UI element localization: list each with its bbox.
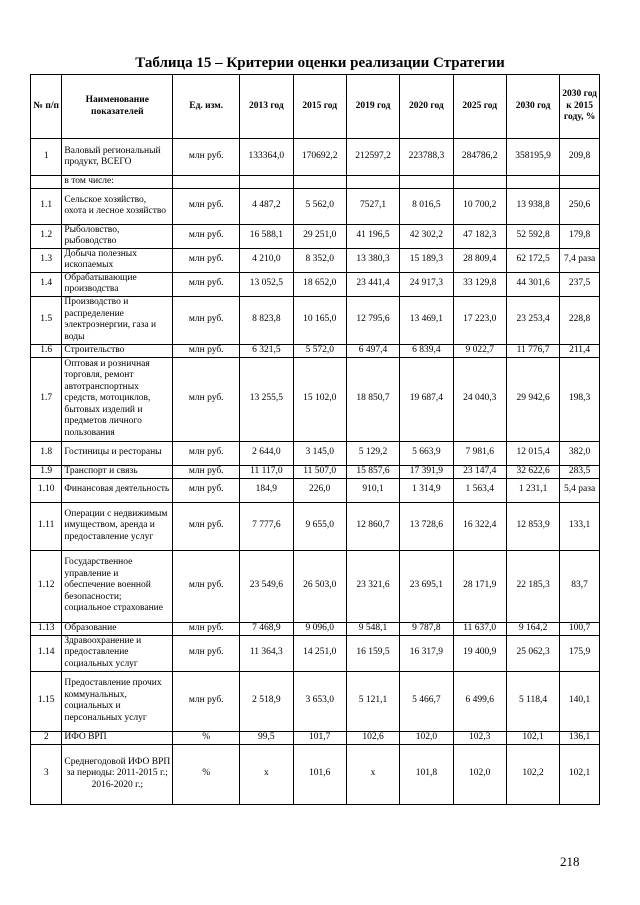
row-ratio: 228,8 bbox=[560, 296, 600, 344]
row-unit: % bbox=[173, 731, 240, 744]
row-ratio bbox=[560, 176, 600, 189]
row-value-2015: 3 145,0 bbox=[293, 441, 346, 465]
row-value-2025: 16 322,4 bbox=[453, 502, 506, 550]
row-value-2019: 23 441,4 bbox=[346, 272, 399, 296]
row-name: Добыча полезных ископаемых bbox=[62, 248, 173, 272]
row-value-2030: 1 231,1 bbox=[506, 478, 559, 502]
row-value-2013: 13 255,5 bbox=[240, 357, 293, 441]
page-number: 218 bbox=[560, 854, 580, 869]
row-value-2025: 24 040,3 bbox=[453, 357, 506, 441]
table-row bbox=[31, 344, 600, 357]
row-value-2019: 15 857,6 bbox=[346, 465, 399, 478]
row-value-2013: 16 588,1 bbox=[240, 224, 293, 248]
row-value-2020: 1 314,9 bbox=[400, 478, 453, 502]
row-unit: % bbox=[173, 744, 240, 804]
row-value-2013: 4 487,2 bbox=[240, 188, 293, 224]
table-row bbox=[31, 139, 600, 176]
row-name: Валовый региональный продукт, ВСЕГО bbox=[62, 139, 173, 176]
row-unit: млн руб. bbox=[173, 139, 240, 176]
row-value-2020: 5 663,9 bbox=[400, 441, 453, 465]
row-number: 1.8 bbox=[31, 441, 62, 465]
row-value-2025: 10 700,2 bbox=[453, 188, 506, 224]
row-value-2025: 23 147,4 bbox=[453, 465, 506, 478]
row-unit: млн руб. bbox=[173, 478, 240, 502]
row-value-2013: 6 321,5 bbox=[240, 344, 293, 357]
row-ratio: 198,3 bbox=[560, 357, 600, 441]
col-header-2025: 2025 год bbox=[453, 75, 506, 139]
row-ratio: 382,0 bbox=[560, 441, 600, 465]
row-unit: млн руб. bbox=[173, 296, 240, 344]
row-ratio: 237,5 bbox=[560, 272, 600, 296]
row-value-2025: 47 182,3 bbox=[453, 224, 506, 248]
row-value-2030: 102,1 bbox=[506, 731, 559, 744]
row-value-2019: 9 548,1 bbox=[346, 622, 399, 635]
row-value-2025: 102,3 bbox=[453, 731, 506, 744]
row-number: 1.12 bbox=[31, 550, 62, 622]
row-value-2019: 23 321,6 bbox=[346, 550, 399, 622]
row-name: Строительство bbox=[62, 344, 173, 357]
row-value-2013: 133364,0 bbox=[240, 139, 293, 176]
row-number: 1.3 bbox=[31, 248, 62, 272]
row-value-2030: 102,2 bbox=[506, 744, 559, 804]
table-row bbox=[31, 550, 600, 622]
row-number: 1.14 bbox=[31, 635, 62, 671]
row-value-2013: 7 468,9 bbox=[240, 622, 293, 635]
table-row bbox=[31, 188, 600, 224]
row-name: ИФО ВРП bbox=[62, 731, 173, 744]
row-name: Государственное управление и обеспечение военной безопасности; социальное страхование bbox=[62, 550, 173, 622]
row-value-2019: х bbox=[346, 744, 399, 804]
row-unit: млн руб. bbox=[173, 635, 240, 671]
table-row bbox=[31, 465, 600, 478]
row-value-2030: 62 172,5 bbox=[506, 248, 559, 272]
row-name: Транспорт и связь bbox=[62, 465, 173, 478]
row-value-2020: 19 687,4 bbox=[400, 357, 453, 441]
row-value-2015: 101,6 bbox=[293, 744, 346, 804]
row-name: Финансовая деятельность bbox=[62, 478, 173, 502]
table-title: Таблица 15 – Критерии оценки реализации Стратегии bbox=[135, 55, 505, 71]
row-value-2030: 25 062,3 bbox=[506, 635, 559, 671]
row-unit: млн руб. bbox=[173, 344, 240, 357]
row-value-2030: 9 164,2 bbox=[506, 622, 559, 635]
row-name: Здравоохранение и предоставление социальных услуг bbox=[62, 635, 173, 671]
row-value-2030: 13 938,8 bbox=[506, 188, 559, 224]
row-number: 1.15 bbox=[31, 671, 62, 731]
row-number: 1.4 bbox=[31, 272, 62, 296]
row-value-2025: 7 981,6 bbox=[453, 441, 506, 465]
row-value-2030: 22 185,3 bbox=[506, 550, 559, 622]
row-value-2030 bbox=[506, 176, 559, 189]
row-number: 1.7 bbox=[31, 357, 62, 441]
row-value-2015: 26 503,0 bbox=[293, 550, 346, 622]
table-row bbox=[31, 272, 600, 296]
row-ratio: 100,7 bbox=[560, 622, 600, 635]
row-value-2019: 6 497,4 bbox=[346, 344, 399, 357]
row-number: 1.11 bbox=[31, 502, 62, 550]
row-value-2025: 17 223,0 bbox=[453, 296, 506, 344]
col-header-2013: 2013 год bbox=[240, 75, 293, 139]
row-value-2020: 17 391,9 bbox=[400, 465, 453, 478]
table-row bbox=[31, 731, 600, 744]
table-body bbox=[31, 139, 600, 805]
row-value-2020: 13 469,1 bbox=[400, 296, 453, 344]
row-number: 1 bbox=[31, 139, 62, 176]
col-header-name: Наименование показателей bbox=[62, 75, 173, 139]
row-unit: млн руб. bbox=[173, 550, 240, 622]
row-ratio: 175,9 bbox=[560, 635, 600, 671]
row-value-2020: 101,8 bbox=[400, 744, 453, 804]
row-number: 1.5 bbox=[31, 296, 62, 344]
criteria-table bbox=[30, 74, 600, 805]
row-unit: млн руб. bbox=[173, 622, 240, 635]
row-value-2015: 170692,2 bbox=[293, 139, 346, 176]
col-header-num: № п/п bbox=[31, 75, 62, 139]
row-value-2015 bbox=[293, 176, 346, 189]
row-unit: млн руб. bbox=[173, 502, 240, 550]
row-value-2020: 23 695,1 bbox=[400, 550, 453, 622]
row-value-2020: 8 016,5 bbox=[400, 188, 453, 224]
row-number: 1.13 bbox=[31, 622, 62, 635]
row-value-2020: 5 466,7 bbox=[400, 671, 453, 731]
row-value-2013: 184,9 bbox=[240, 478, 293, 502]
row-value-2025: 6 499,6 bbox=[453, 671, 506, 731]
row-value-2020: 24 917,3 bbox=[400, 272, 453, 296]
row-value-2015: 3 653,0 bbox=[293, 671, 346, 731]
row-name: Среднегодовой ИФО ВРП за периоды: 2011-2015 г.; 2016-2020 г.; bbox=[62, 744, 173, 804]
table-row bbox=[31, 502, 600, 550]
row-unit: млн руб. bbox=[173, 188, 240, 224]
row-value-2025: 28 171,9 bbox=[453, 550, 506, 622]
row-value-2020: 223788,3 bbox=[400, 139, 453, 176]
row-ratio: 140,1 bbox=[560, 671, 600, 731]
table-row bbox=[31, 296, 600, 344]
col-header-ratio: 2030 год к 2015 году, % bbox=[560, 75, 600, 139]
row-value-2019: 5 129,2 bbox=[346, 441, 399, 465]
row-value-2013: 23 549,6 bbox=[240, 550, 293, 622]
row-value-2015: 9 096,0 bbox=[293, 622, 346, 635]
row-value-2030: 358195,9 bbox=[506, 139, 559, 176]
col-header-2019: 2019 год bbox=[346, 75, 399, 139]
row-value-2013: 11 364,3 bbox=[240, 635, 293, 671]
col-header-2015: 2015 год bbox=[293, 75, 346, 139]
row-name: Производство и распределение электроэнергии, газа и воды bbox=[62, 296, 173, 344]
row-value-2030: 11 776,7 bbox=[506, 344, 559, 357]
row-value-2019: 910,1 bbox=[346, 478, 399, 502]
row-ratio: 102,1 bbox=[560, 744, 600, 804]
row-value-2020: 9 787,8 bbox=[400, 622, 453, 635]
row-value-2015: 10 165,0 bbox=[293, 296, 346, 344]
row-unit: млн руб. bbox=[173, 272, 240, 296]
row-value-2019: 12 795,6 bbox=[346, 296, 399, 344]
row-value-2030: 5 118,4 bbox=[506, 671, 559, 731]
row-value-2020 bbox=[400, 176, 453, 189]
row-ratio: 83,7 bbox=[560, 550, 600, 622]
row-value-2015: 9 655,0 bbox=[293, 502, 346, 550]
row-value-2019: 41 196,5 bbox=[346, 224, 399, 248]
header-row bbox=[31, 75, 600, 139]
row-value-2030: 12 015,4 bbox=[506, 441, 559, 465]
row-value-2019: 13 380,3 bbox=[346, 248, 399, 272]
row-value-2015: 29 251,0 bbox=[293, 224, 346, 248]
row-value-2025: 19 400,9 bbox=[453, 635, 506, 671]
row-ratio: 5,4 раза bbox=[560, 478, 600, 502]
table-row bbox=[31, 478, 600, 502]
row-value-2013: 2 518,9 bbox=[240, 671, 293, 731]
row-name: Предоставление прочих коммунальных, социальных и персональных услуг bbox=[62, 671, 173, 731]
row-number bbox=[31, 176, 62, 189]
row-value-2020: 6 839,4 bbox=[400, 344, 453, 357]
row-value-2015: 101,7 bbox=[293, 731, 346, 744]
row-unit: млн руб. bbox=[173, 357, 240, 441]
row-ratio: 209,8 bbox=[560, 139, 600, 176]
row-value-2030: 23 253,4 bbox=[506, 296, 559, 344]
row-unit: млн руб. bbox=[173, 465, 240, 478]
row-name: Образование bbox=[62, 622, 173, 635]
row-number: 1.10 bbox=[31, 478, 62, 502]
row-number: 1.9 bbox=[31, 465, 62, 478]
row-value-2019: 16 159,5 bbox=[346, 635, 399, 671]
row-name: Операции с недвижимым имуществом, аренда и предоставление услуг bbox=[62, 502, 173, 550]
row-value-2019: 212597,2 bbox=[346, 139, 399, 176]
table-row bbox=[31, 622, 600, 635]
row-value-2020: 42 302,2 bbox=[400, 224, 453, 248]
row-number: 1.1 bbox=[31, 188, 62, 224]
row-unit: млн руб. bbox=[173, 441, 240, 465]
row-value-2019: 12 860,7 bbox=[346, 502, 399, 550]
row-ratio: 133,1 bbox=[560, 502, 600, 550]
row-value-2020: 13 728,6 bbox=[400, 502, 453, 550]
row-name: Гостиницы и рестораны bbox=[62, 441, 173, 465]
row-value-2025: 9 022,7 bbox=[453, 344, 506, 357]
row-value-2030: 12 853,9 bbox=[506, 502, 559, 550]
row-value-2025 bbox=[453, 176, 506, 189]
row-value-2013: х bbox=[240, 744, 293, 804]
row-value-2019: 7527,1 bbox=[346, 188, 399, 224]
row-value-2025: 28 809,4 bbox=[453, 248, 506, 272]
row-ratio: 283,5 bbox=[560, 465, 600, 478]
row-value-2015: 5 562,0 bbox=[293, 188, 346, 224]
row-value-2025: 33 129,8 bbox=[453, 272, 506, 296]
row-value-2015: 8 352,0 bbox=[293, 248, 346, 272]
row-value-2030: 32 622,6 bbox=[506, 465, 559, 478]
row-value-2015: 11 507,0 bbox=[293, 465, 346, 478]
row-value-2030: 52 592,8 bbox=[506, 224, 559, 248]
table-row bbox=[31, 744, 600, 804]
row-value-2015: 15 102,0 bbox=[293, 357, 346, 441]
row-value-2013: 8 823,8 bbox=[240, 296, 293, 344]
row-ratio: 7,4 раза bbox=[560, 248, 600, 272]
row-value-2015: 18 652,0 bbox=[293, 272, 346, 296]
row-value-2019 bbox=[346, 176, 399, 189]
row-value-2013: 7 777,6 bbox=[240, 502, 293, 550]
row-value-2030: 29 942,6 bbox=[506, 357, 559, 441]
col-header-unit: Ед. изм. bbox=[173, 75, 240, 139]
row-ratio: 136,1 bbox=[560, 731, 600, 744]
row-name: Обрабатывающие производства bbox=[62, 272, 173, 296]
col-header-2020: 2020 год bbox=[400, 75, 453, 139]
row-value-2030: 44 301,6 bbox=[506, 272, 559, 296]
row-value-2025: 284786,2 bbox=[453, 139, 506, 176]
col-header-2030: 2030 год bbox=[506, 75, 559, 139]
row-value-2013: 4 210,0 bbox=[240, 248, 293, 272]
row-number: 1.6 bbox=[31, 344, 62, 357]
table-row bbox=[31, 441, 600, 465]
row-value-2013: 2 644,0 bbox=[240, 441, 293, 465]
table-row bbox=[31, 671, 600, 731]
row-value-2015: 226,0 bbox=[293, 478, 346, 502]
row-value-2013: 13 052,5 bbox=[240, 272, 293, 296]
row-value-2015: 14 251,0 bbox=[293, 635, 346, 671]
row-value-2019: 18 850,7 bbox=[346, 357, 399, 441]
row-ratio: 250,6 bbox=[560, 188, 600, 224]
row-number: 2 bbox=[31, 731, 62, 744]
table-row bbox=[31, 224, 600, 248]
row-number: 1.2 bbox=[31, 224, 62, 248]
table-row bbox=[31, 248, 600, 272]
row-value-2015: 5 572,0 bbox=[293, 344, 346, 357]
row-name: Рыболовство, рыбоводство bbox=[62, 224, 173, 248]
table-row bbox=[31, 357, 600, 441]
row-value-2013: 99,5 bbox=[240, 731, 293, 744]
row-value-2013: 11 117,0 bbox=[240, 465, 293, 478]
row-ratio: 211,4 bbox=[560, 344, 600, 357]
row-unit: млн руб. bbox=[173, 248, 240, 272]
row-value-2025: 1 563,4 bbox=[453, 478, 506, 502]
row-name: Сельское хозяйство, охота и лесное хозяйство bbox=[62, 188, 173, 224]
row-value-2025: 11 637,0 bbox=[453, 622, 506, 635]
row-name: в том числе: bbox=[62, 176, 173, 189]
row-value-2020: 16 317,9 bbox=[400, 635, 453, 671]
row-value-2019: 5 121,1 bbox=[346, 671, 399, 731]
row-unit: млн руб. bbox=[173, 224, 240, 248]
row-unit bbox=[173, 176, 240, 189]
row-value-2013 bbox=[240, 176, 293, 189]
row-value-2019: 102,6 bbox=[346, 731, 399, 744]
row-ratio: 179,8 bbox=[560, 224, 600, 248]
row-value-2020: 15 189,3 bbox=[400, 248, 453, 272]
table-row bbox=[31, 176, 600, 189]
row-number: 3 bbox=[31, 744, 62, 804]
row-value-2020: 102,0 bbox=[400, 731, 453, 744]
row-unit: млн руб. bbox=[173, 671, 240, 731]
row-value-2025: 102,0 bbox=[453, 744, 506, 804]
table-row bbox=[31, 635, 600, 671]
row-name: Оптовая и розничная торговля, ремонт автотранспортных средств, мотоциклов, бытовых изделий и предметов личного пользования bbox=[62, 357, 173, 441]
